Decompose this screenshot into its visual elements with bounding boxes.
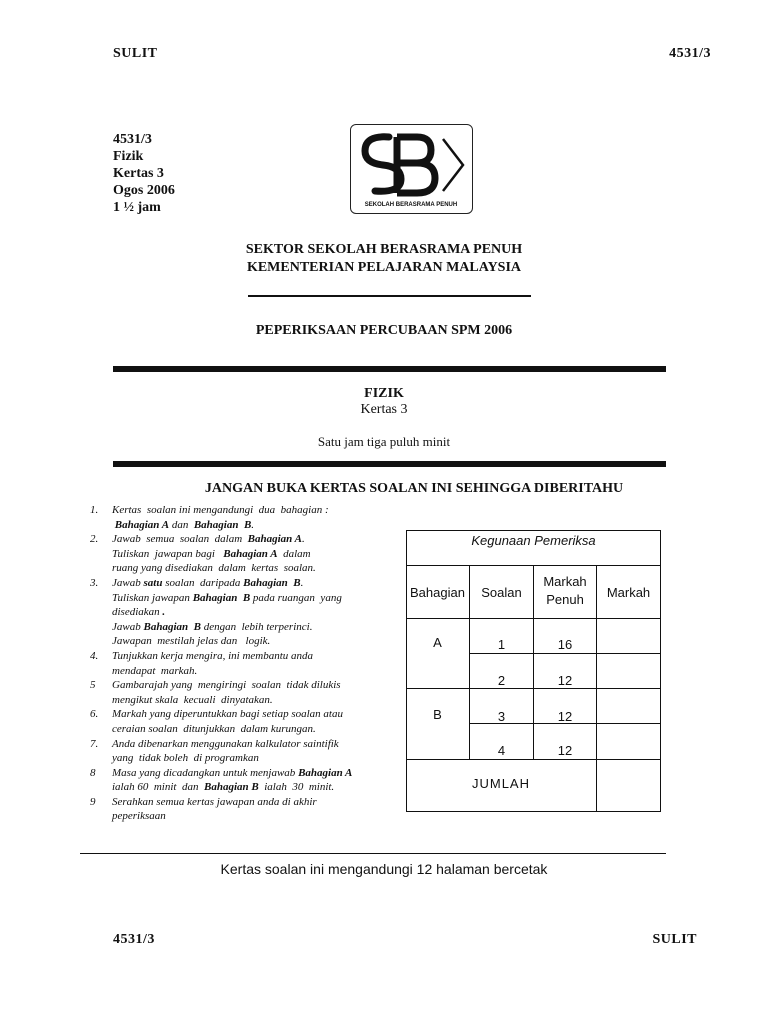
footer-sulit: SULIT (652, 932, 697, 947)
paper-meta (113, 131, 175, 216)
instruction-emphasis: . (159, 606, 166, 619)
instruction-text: Jawab (112, 620, 144, 633)
instruction-emphasis: Bahagian A (247, 533, 302, 546)
instruction-line (112, 809, 390, 824)
instruction-number: 9 (90, 795, 96, 808)
total-label: JUMLAH (471, 776, 530, 791)
instruction-item (90, 532, 390, 576)
penuh-1: 16 (557, 636, 573, 652)
header-markah-penuh-2: Penuh (546, 591, 584, 607)
penuh-2: 12 (557, 672, 573, 688)
penuh-4: 12 (557, 742, 573, 758)
instruction-number: 2. (90, 533, 99, 546)
instruction-item (90, 766, 390, 795)
instruction-item (90, 503, 390, 532)
penuh-3: 12 (557, 708, 573, 724)
instruction-emphasis: Bahagian B (243, 576, 301, 589)
instruction-line (112, 591, 390, 606)
instruction-item (90, 576, 390, 649)
instruction-text: dengan lebih terperinci. (200, 620, 313, 633)
instruction-line (112, 664, 390, 679)
meta-paper: Kertas 3 (113, 166, 164, 181)
instruction-text: disediakan (112, 606, 160, 619)
sbp-logo-icon (351, 125, 471, 212)
instruction-line (112, 693, 390, 708)
instruction-emphasis: Bahagian B (143, 620, 201, 633)
instruction-line (112, 547, 390, 562)
instruction-text: dan (169, 518, 194, 531)
instruction-text: mendapat markah. (112, 664, 198, 677)
meta-subject: Fizik (113, 149, 144, 164)
instruction-text: Jawab (112, 576, 144, 589)
instruction-line (112, 795, 390, 810)
page-count-note: Kertas soalan ini mengandungi 12 halaman bercetak (220, 861, 548, 877)
org-line-1: SEKTOR SEKOLAH BERASRAMA PENUH (245, 242, 523, 257)
instruction-emphasis: Bahagian A (298, 766, 353, 779)
instruction-number: 5 (90, 679, 96, 692)
subject-duration: Satu jam tiga puluh minit (317, 434, 451, 449)
sbp-logo (350, 124, 473, 214)
instruction-text: ialah 60 minit dan (112, 781, 204, 794)
instruction-line (112, 766, 390, 781)
instruction-text: dalam (277, 547, 311, 560)
instruction-text: ruang yang disediakan dalam kertas soalan. (112, 562, 316, 575)
examiner-table (406, 530, 661, 812)
instruction-text: Serahkan semua kertas jawapan anda di akhir (112, 795, 317, 808)
instruction-line (112, 751, 390, 766)
header-markah-penuh-1: Markah (543, 573, 587, 589)
divider-thick-bottom (113, 461, 666, 467)
instruction-number: 8 (90, 766, 96, 779)
subject-paper: Kertas 3 (360, 402, 408, 417)
instruction-item (90, 795, 390, 824)
instruction-line (112, 722, 390, 737)
instruction-text: pada ruangan yang (250, 591, 342, 604)
instruction-text: . (301, 533, 305, 546)
header-markah: Markah (606, 584, 651, 600)
instruction-line (112, 707, 390, 722)
instruction-line (112, 503, 390, 518)
instruction-text: Markah yang diperuntukkan bagi setiap soalan atau (112, 708, 343, 721)
instruction-number: 4. (90, 649, 99, 662)
instruction-line (112, 605, 390, 620)
instruction-text: peperiksaan (112, 810, 166, 823)
instruction-text: Masa yang dicadangkan untuk menjawab (112, 766, 299, 779)
instruction-number: 1. (90, 504, 99, 516)
instruction-number: 6. (90, 708, 99, 721)
logo-caption: SEKOLAH BERASRAMA PENUH (364, 202, 458, 208)
instruction-emphasis: Bahagian A (112, 518, 170, 531)
instruction-line (112, 780, 390, 795)
instruction-emphasis: Bahagian B (193, 518, 252, 531)
instruction-text: Kertas soalan ini mengandungi dua bahagian : (112, 504, 329, 516)
instruction-text: Jawab semua soalan dalam (112, 533, 248, 546)
instruction-number: 7. (90, 737, 99, 750)
instruction-text: Tunjukkan kerja mengira, ini membantu anda (112, 649, 314, 662)
instruction-item (90, 678, 390, 707)
instruction-line (112, 649, 390, 664)
exam-title: PEPERIKSAAN PERCUBAAN SPM 2006 (255, 323, 513, 338)
org-line-2: KEMENTERIAN PELAJARAN MALAYSIA (246, 260, 522, 275)
header-sulit: SULIT (113, 46, 158, 61)
instruction-text: Jawapan mestilah jelas dan logik. (112, 635, 271, 648)
warning-text: JANGAN BUKA KERTAS SOALAN INI SEHINGGA DIBERITAHU (204, 481, 624, 496)
instruction-text: yang tidak boleh di programkan (112, 752, 259, 765)
header-code: 4531/3 (669, 46, 711, 61)
soalan-4: 4 (497, 742, 506, 758)
meta-date: Ogos 2006 (113, 183, 175, 198)
footer-code: 4531/3 (113, 932, 155, 947)
section-b-label: B (433, 707, 442, 722)
instruction-emphasis: Bahagian B (203, 781, 259, 794)
table-title: Kegunaan Pemeriksa (471, 532, 596, 548)
instruction-line (112, 737, 390, 752)
soalan-3: 3 (497, 708, 506, 724)
instruction-text: . (251, 518, 255, 531)
soalan-1: 1 (497, 636, 506, 652)
instruction-line (112, 634, 390, 649)
header-soalan: Soalan (481, 584, 522, 600)
instruction-text: . (300, 576, 304, 589)
instruction-line (112, 576, 390, 591)
meta-code: 4531/3 (113, 132, 152, 147)
divider-thick-top (113, 366, 666, 372)
subject-title: FIZIK (364, 386, 404, 401)
instruction-text: mengikut skala kecuali dinyatakan. (112, 693, 273, 706)
instruction-text: Anda dibenarkan menggunakan kalkulator saintifik (112, 737, 339, 750)
instruction-text: Tuliskan jawapan bagi (112, 547, 224, 560)
instruction-item (90, 649, 390, 678)
instruction-line (112, 561, 390, 576)
instruction-emphasis: Bahagian A (223, 547, 278, 560)
instructions-list (90, 503, 390, 824)
instruction-line (112, 518, 390, 533)
header-bahagian: Bahagian (410, 584, 465, 600)
footer-divider (80, 853, 666, 854)
instruction-line (112, 678, 390, 693)
instruction-text: ialah 30 minit. (258, 781, 335, 794)
instruction-line (112, 532, 390, 547)
divider-short (248, 295, 531, 297)
instruction-text: Tuliskan jawapan (112, 591, 193, 604)
instruction-item (90, 707, 390, 736)
instruction-emphasis: satu (143, 576, 163, 589)
instruction-text: soalan daripada (162, 576, 244, 589)
instruction-text: Gambarajah yang mengiringi soalan tidak dilukis (112, 679, 341, 692)
instruction-item (90, 737, 390, 766)
meta-duration: 1 ½ jam (113, 200, 161, 215)
section-a-label: A (433, 635, 442, 650)
instruction-number: 3. (90, 576, 99, 589)
instruction-text: ceraian soalan ditunjukkan dalam kurungan. (112, 722, 316, 735)
instruction-emphasis: Bahagian B (192, 591, 251, 604)
instruction-line (112, 620, 390, 635)
soalan-2: 2 (497, 672, 506, 688)
